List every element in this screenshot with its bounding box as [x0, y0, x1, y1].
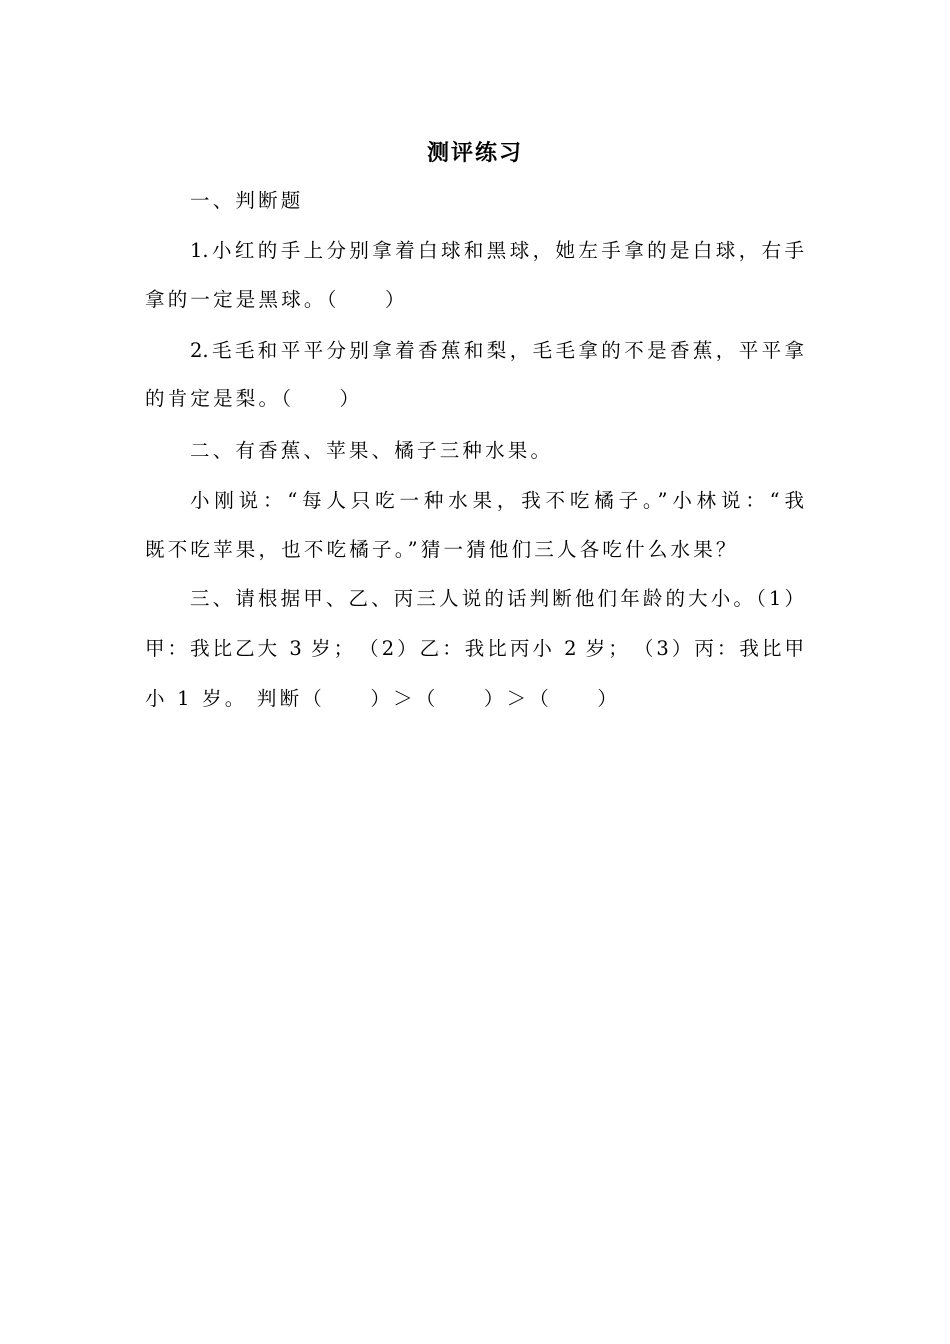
section-1-heading: 一、判断题	[190, 189, 304, 212]
section-3-line-3: 小 1 岁。 判断（ ）＞（ ）＞（ ）	[145, 687, 621, 710]
question-2-line-2: 的肯定是梨。（ ）	[145, 387, 363, 410]
section-2-heading: 二、有香蕉、苹果、橘子三种水果。	[190, 439, 554, 462]
section-3-line-2: 甲：我比乙大 3 岁； （2）乙：我比丙小 2 岁； （3）丙：我比甲	[145, 637, 804, 660]
question-1-line-2: 拿的一定是黑球。（ ）	[145, 288, 408, 311]
section-2-line-1: 小刚说：“每人只吃一种水果，我不吃橘子。”小林说：“我	[190, 489, 804, 512]
question-2-line-1: 2.毛毛和平平分别拿着香蕉和梨，毛毛拿的不是香蕉，平平拿	[190, 339, 804, 362]
section-2-line-2: 既不吃苹果，也不吃橘子。”猜一猜他们三人各吃什么水果？	[145, 538, 739, 561]
page-title: 测评练习	[426, 141, 523, 166]
section-3-line-1: 三、请根据甲、乙、丙三人说的话判断他们年龄的大小。（1）	[190, 587, 804, 610]
question-1-line-1: 1.小红的手上分别拿着白球和黑球，她左手拿的是白球，右手	[190, 239, 804, 262]
